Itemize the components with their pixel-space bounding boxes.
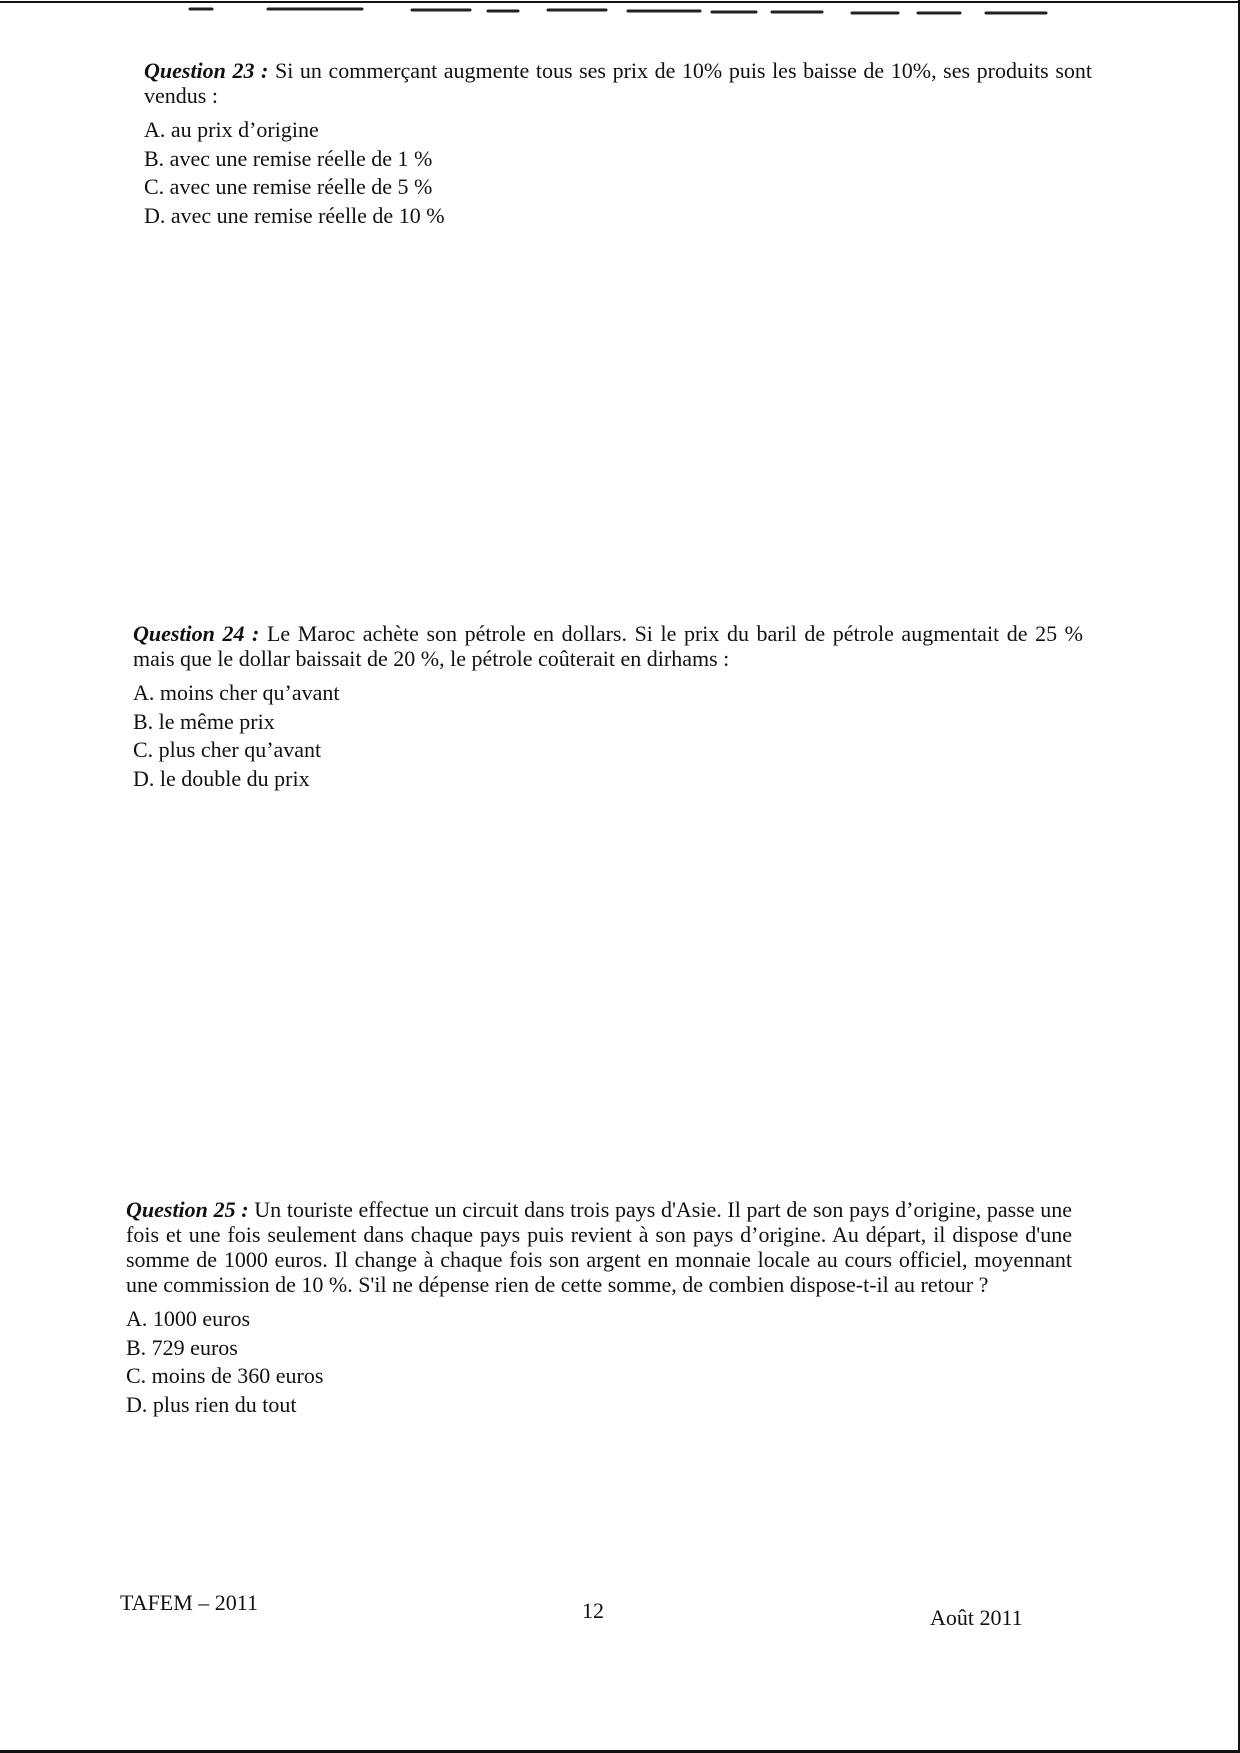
question-23 bbox=[144, 58, 1092, 230]
answer-option-c: C. moins de 360 euros bbox=[126, 1363, 324, 1388]
answer-option-b: B. 729 euros bbox=[126, 1334, 238, 1360]
answer-option-c: C. avec une remise réelle de 5 % bbox=[144, 174, 433, 199]
answer-option-a: A. 1000 euros bbox=[126, 1306, 251, 1331]
question-text: Le Maroc achète son pétrole en dollars. Si le prix du baril de pétrole augmentait de 25 % mais que le dollar baissait de 20 %, le pétrole coûterait en dirhams : bbox=[133, 621, 1083, 671]
question-prompt bbox=[144, 58, 1092, 108]
answer-option-b: B. le même prix bbox=[133, 708, 275, 734]
footer-exam-name: TAFEM – 2011 bbox=[120, 1590, 258, 1615]
answer-options bbox=[144, 116, 1092, 230]
answer-option-c: C. plus cher qu’avant bbox=[133, 737, 322, 762]
answer-option-d: D. le double du prix bbox=[133, 765, 310, 791]
answer-option-b: B. avec une remise réelle de 1 % bbox=[144, 145, 433, 171]
answer-options bbox=[126, 1305, 1072, 1419]
question-label: Question 24 : bbox=[133, 621, 260, 646]
scan-edge-top bbox=[0, 0, 1240, 16]
question-prompt bbox=[126, 1197, 1072, 1297]
question-label: Question 23 : bbox=[144, 58, 269, 83]
question-24 bbox=[133, 621, 1083, 793]
answer-option-d: D. avec une remise réelle de 10 % bbox=[144, 202, 445, 228]
question-text: Si un commerçant augmente tous ses prix de 10% puis les baisse de 10%, ses produits sont vendus : bbox=[144, 58, 1092, 108]
question-prompt bbox=[133, 621, 1083, 671]
answer-option-a: A. au prix d’origine bbox=[144, 117, 319, 142]
footer-date: Août 2011 bbox=[930, 1605, 1023, 1630]
answer-option-d: D. plus rien du tout bbox=[126, 1391, 297, 1417]
question-25 bbox=[126, 1197, 1072, 1419]
question-text: Un touriste effectue un circuit dans trois pays d'Asie. Il part de son pays d’origine, passe une fois et une fois seulement dans chaque pays puis revient à son pays d’origine. Au départ, il dispose d'une somme de 1000 euros. Il change à chaque fois son argent en monnaie locale au cours officiel, moyennant une commission de 10 %. S'il ne dépense rien de cette somme, de combien dispose-t-il au retour ? bbox=[126, 1197, 1072, 1297]
answer-option-a: A. moins cher qu’avant bbox=[133, 680, 340, 705]
footer-page-number: 12 bbox=[582, 1598, 604, 1623]
answer-options bbox=[133, 679, 1083, 793]
question-label: Question 25 : bbox=[126, 1197, 249, 1222]
